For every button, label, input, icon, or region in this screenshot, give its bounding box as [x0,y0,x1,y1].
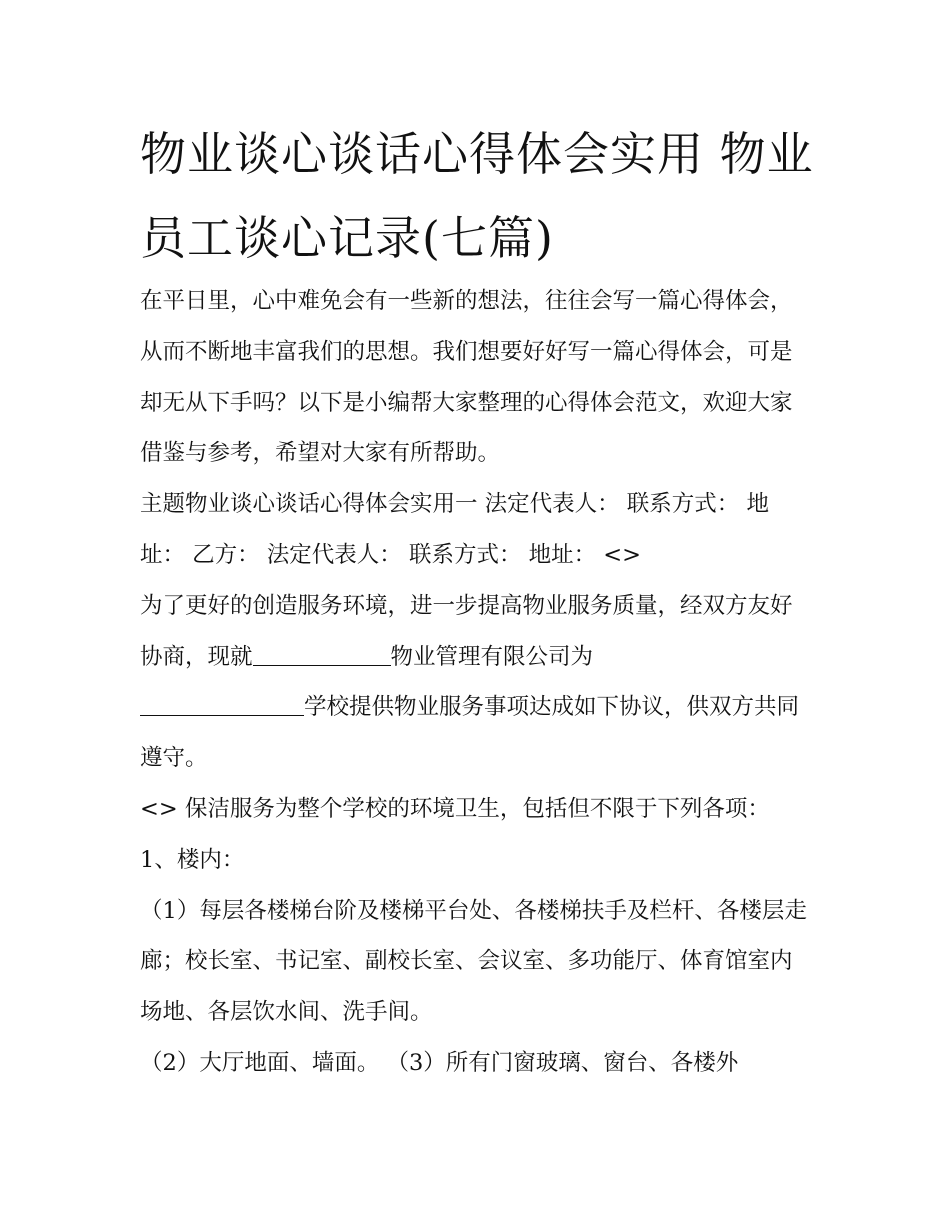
agreement-text-part3: 学校提供物业服务事项达成如下协议，供双方共同遵守。 [140,694,800,772]
cleaning-scope-paragraph: <> 保洁服务为整个学校的环境卫生，包括但不限于下列各项： 1、楼内： [140,795,770,873]
intro-paragraph: 在平日里，心中难免会有一些新的想法，往往会写一篇心得体会，从而不断地丰富我们的思想。我们想要好好写一篇心得体会，可是却无从下手吗？以下是小编帮大家整理的心得体会范文，欢迎大家借鉴与参考，希望对大家有所帮助。 [140,288,793,467]
item-1-paragraph: （1）每层各楼梯台阶及楼梯平台处、各楼梯扶手及栏杆、各楼层走廊；校长室、书记室、副校长室、会议室、多功能厅、体育馆室内场地、各层饮水间、洗手间。 [140,897,807,1026]
document-body [140,276,812,1089]
agreement-text-part1: 为了更好的创造服务环境，进一步提高物业服务质量，经双方友好协商，现就 [140,592,793,670]
company-blank-line [253,643,391,666]
agreement-paragraph [140,581,812,784]
item-2-paragraph: （2）大厅地面、墙面。 （3）所有门窗玻璃、窗台、各楼外 [140,1049,739,1076]
document-title: 物业谈心谈话心得体会实用 物业员工谈心记录(七篇) [140,127,814,265]
agreement-text-part2: 物业管理有限公司为 [390,643,594,670]
school-blank-line [140,693,304,716]
parties-paragraph: 主题物业谈心谈话心得体会实用一 法定代表人： 联系方式： 地址： 乙方： 法定代表人： 联系方式： 地址： <> [140,491,769,568]
